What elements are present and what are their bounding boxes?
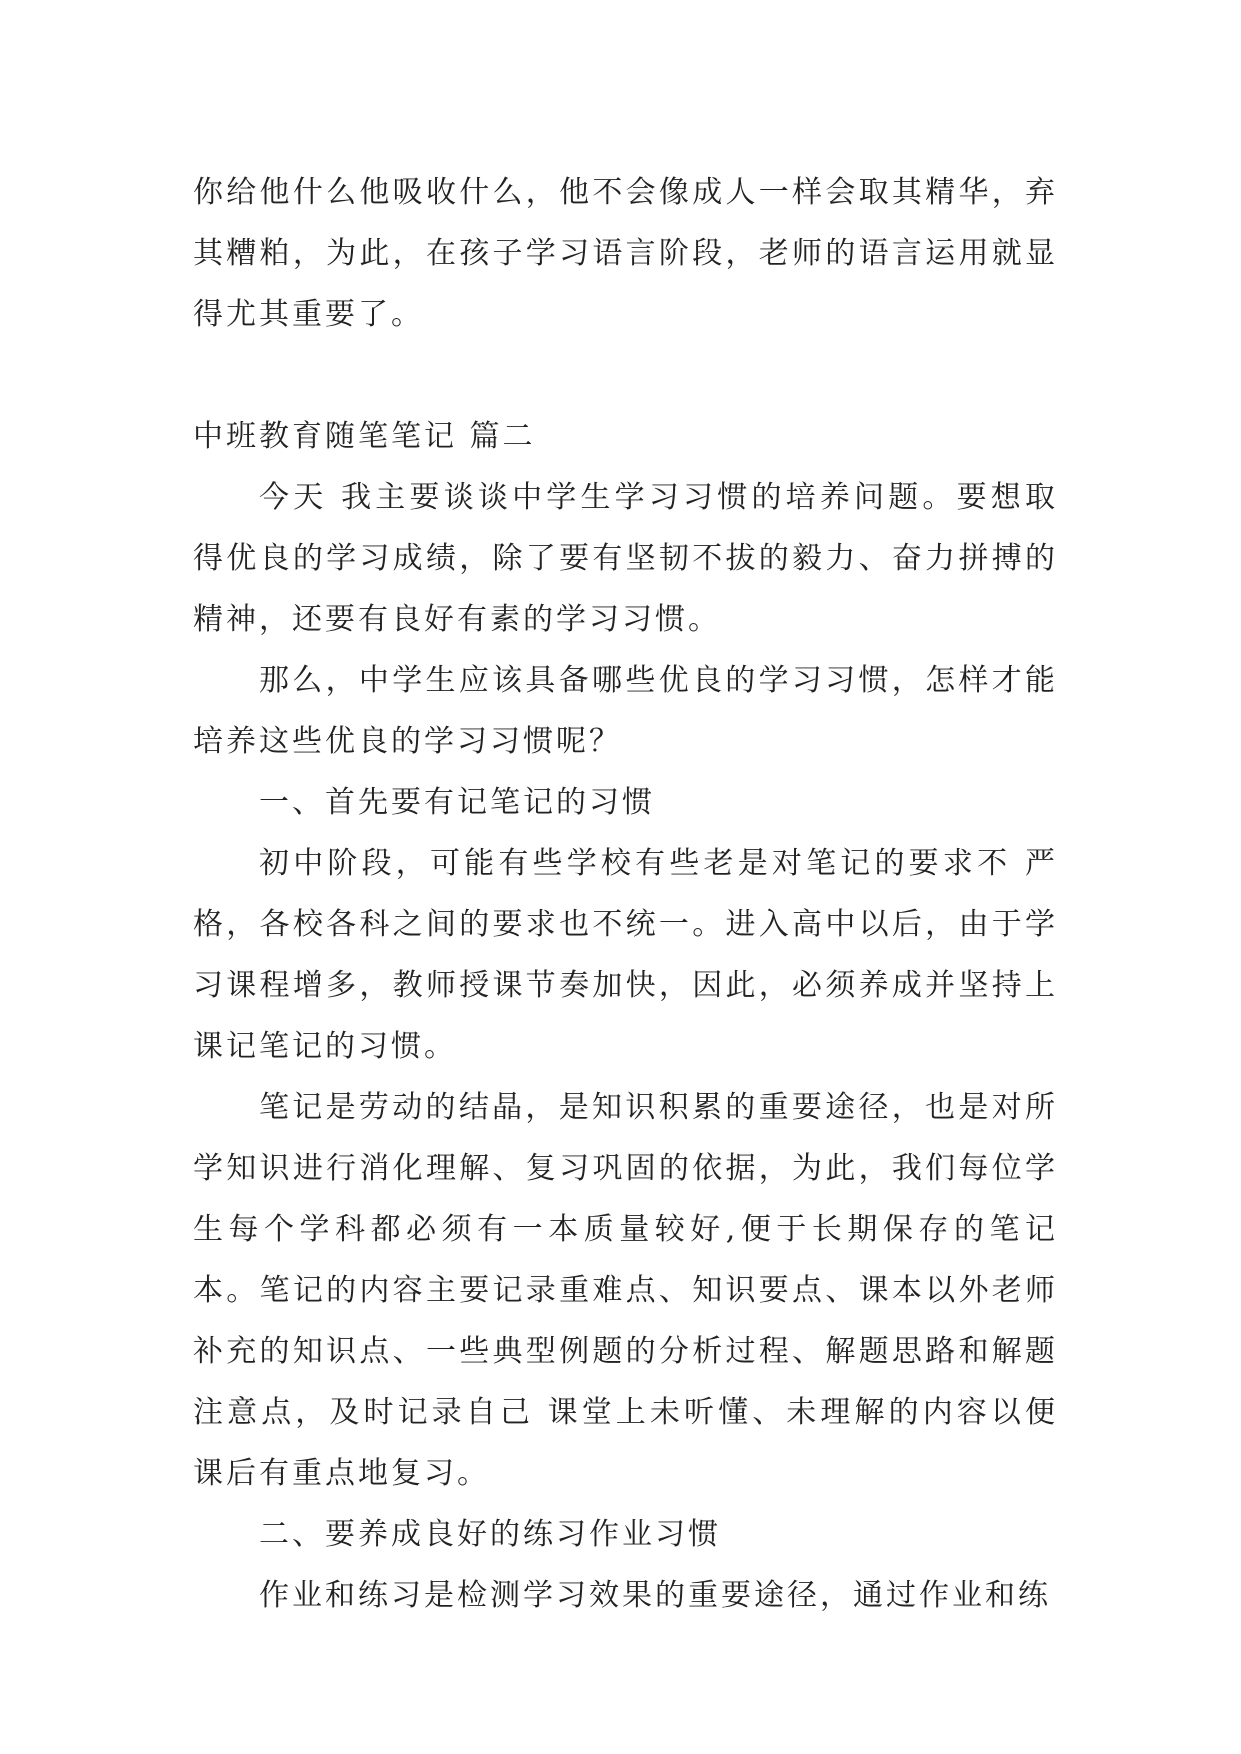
section-title: 中班教育随笔笔记 篇二 xyxy=(193,419,536,454)
subheading-2: 二、要养成良好的练习作业习惯 xyxy=(259,1517,721,1552)
paragraph-4: 笔记是劳动的结晶，是知识积累的重要途径，也是对所学知识进行消化理解、复习巩固的依据，为此，我们每位学生每个学科都必须有一本质量较好,便于长期保存的笔记本。笔记的内容主要记录重难点、知识要点、课本以外老师补充的知识点、一些典型例题的分析过程、解题思路和解题注意点，及时记录自己 课堂上未听懂、未理解的内容以便课后有重点地复习。 xyxy=(193,1090,1058,1491)
intro-paragraph: 你给他什么他吸收什么，他不会像成人一样会取其精华，弃其糟粕，为此，在孩子学习语言阶段，老师的语言运用就显得尤其重要了。 xyxy=(193,175,1058,332)
paragraph-3: 初中阶段，可能有些学校有些老是对笔记的要求不 严格，各校各科之间的要求也不统一。进入高中以后，由于学习课程增多，教师授课节奏加快，因此，必须养成并坚持上课记笔记的习惯。 xyxy=(193,846,1058,1064)
paragraph-5: 作业和练习是检测学习效果的重要途径，通过作业和练 xyxy=(259,1578,1051,1613)
document-body xyxy=(193,162,1058,1626)
paragraph-1: 今天 我主要谈谈中学生学习习惯的培养问题。要想取得优良的学习成绩，除了要有坚韧不拔的毅力、奋力拼搏的精神，还要有良好有素的学习习惯。 xyxy=(193,480,1058,637)
paragraph-2: 那么，中学生应该具备哪些优良的学习习惯，怎样才能培养这些优良的学习习惯呢？ xyxy=(193,663,1058,759)
subheading-1: 一、首先要有记笔记的习惯 xyxy=(259,785,655,820)
